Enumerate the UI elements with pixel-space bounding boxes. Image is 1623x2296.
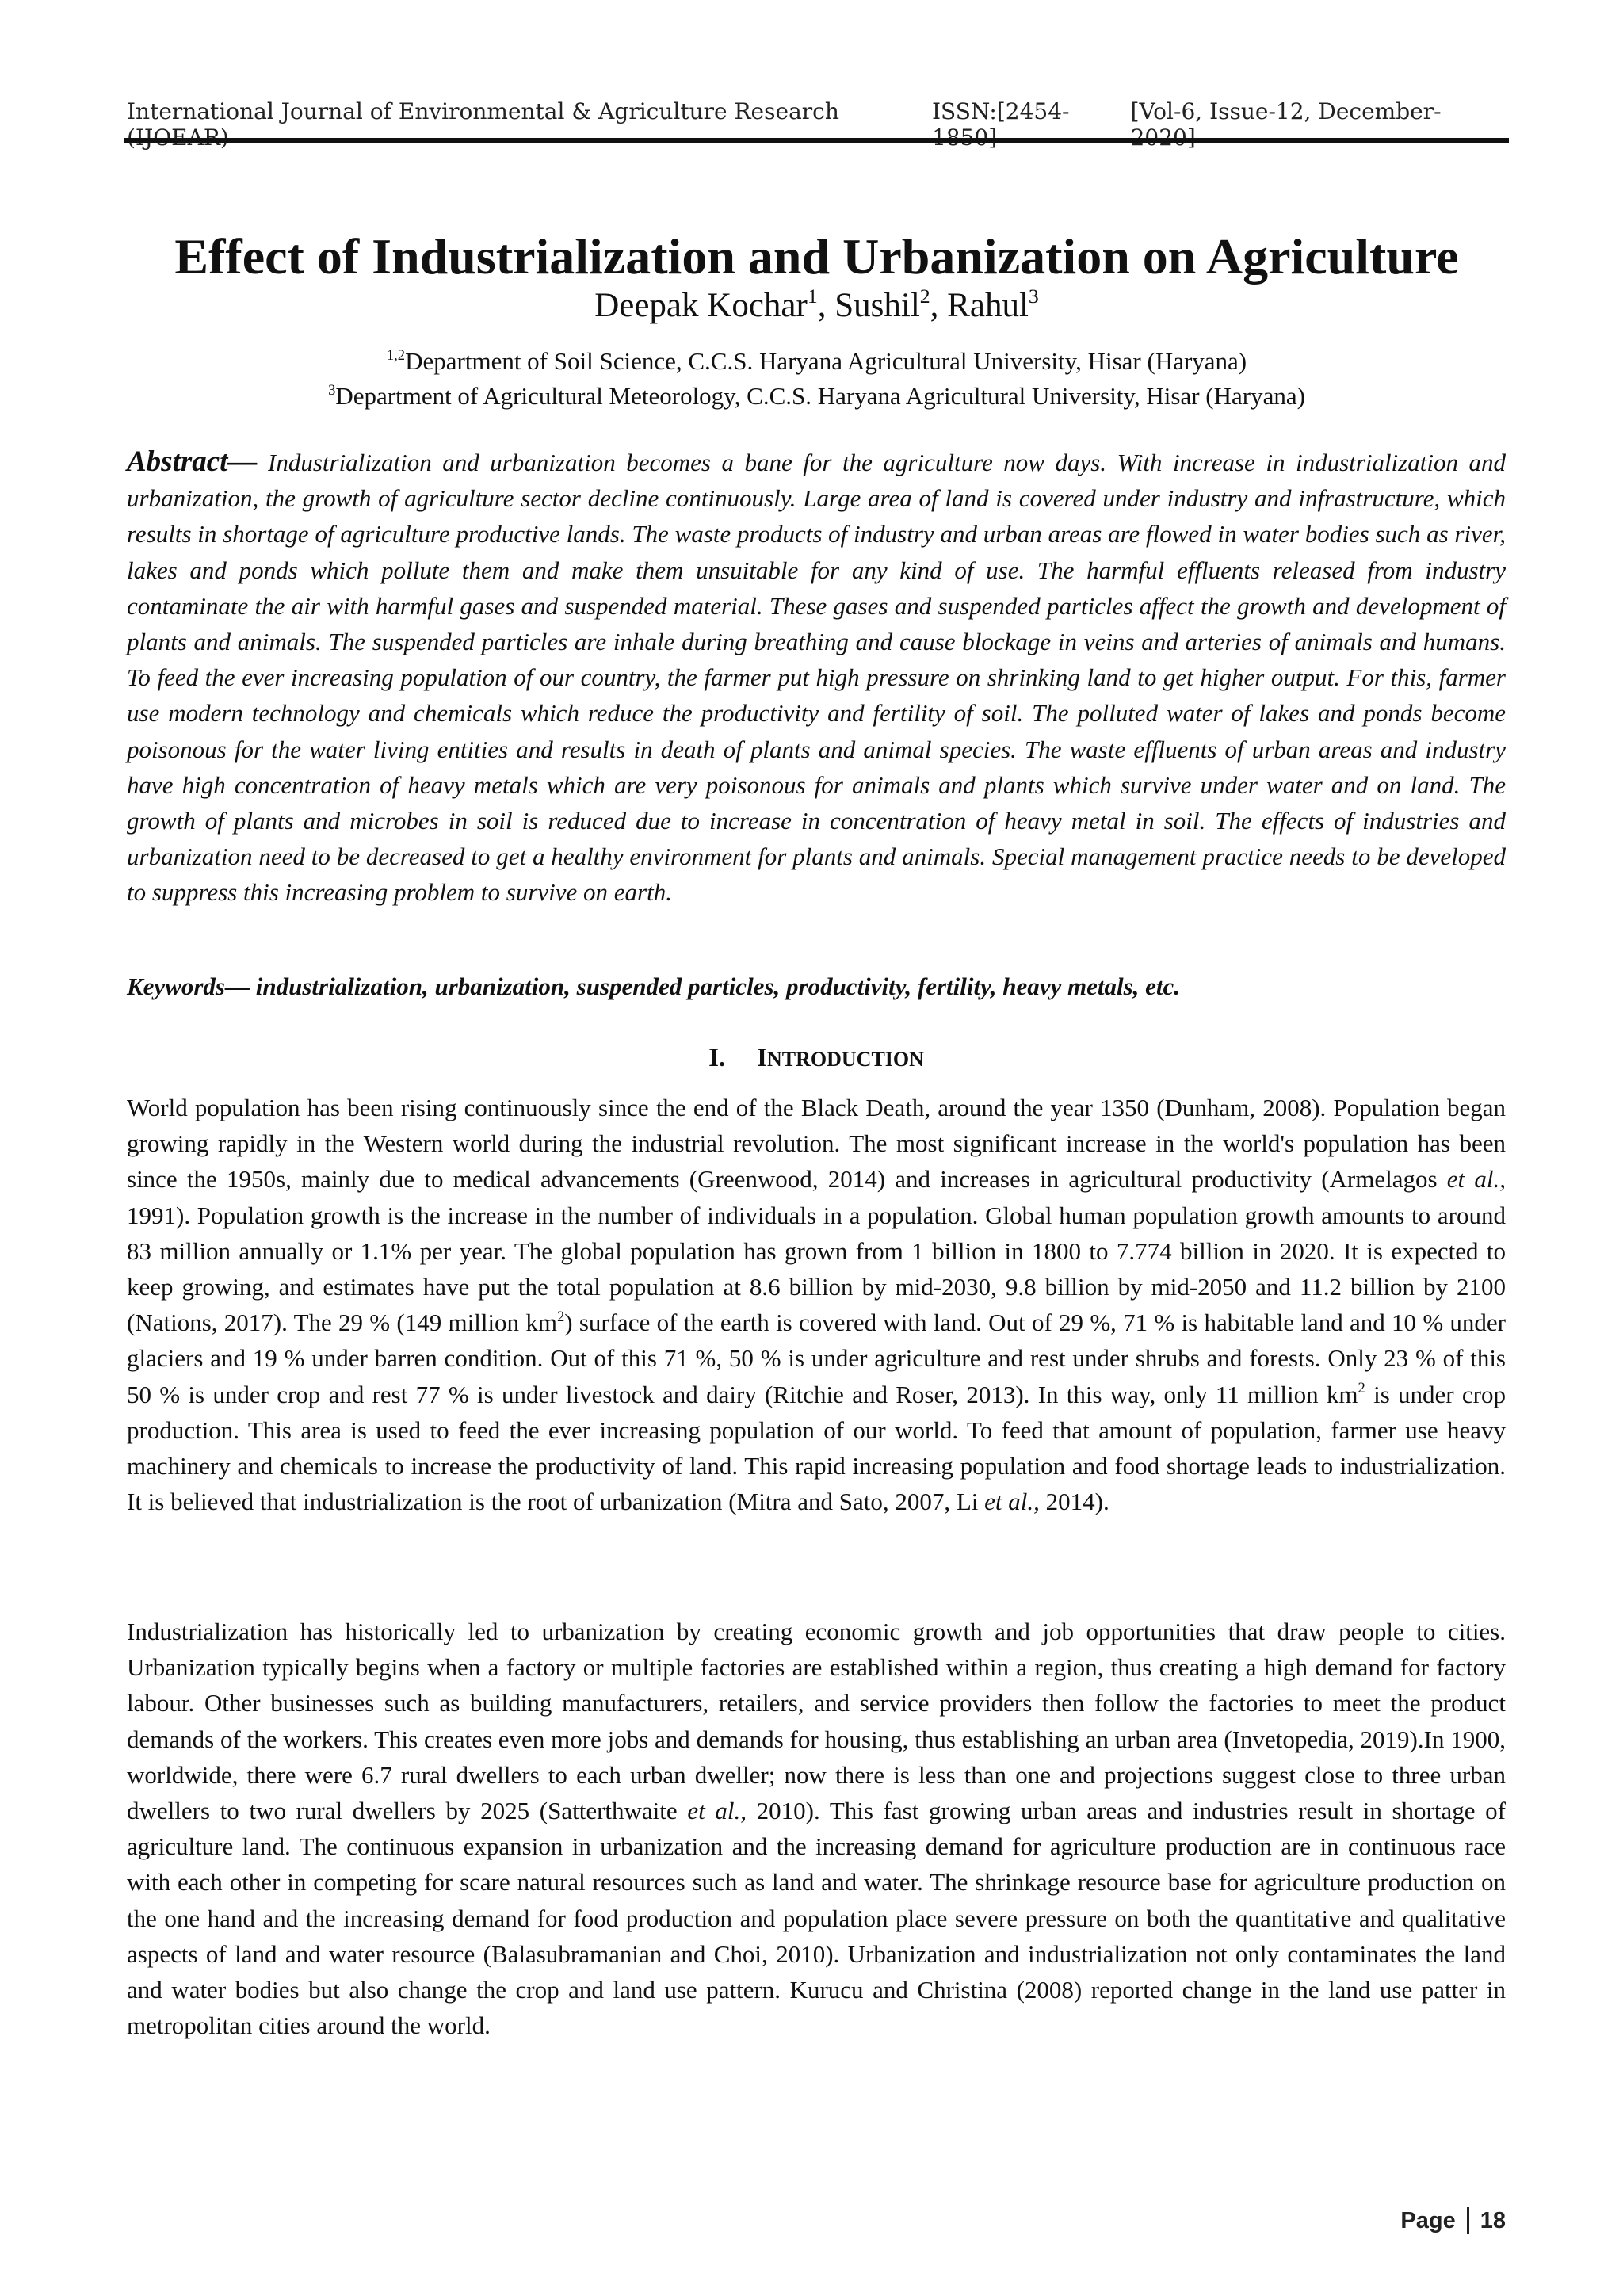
citation-etal: et al., <box>984 1488 1040 1516</box>
header-rule <box>124 138 1509 143</box>
issn: ISSN:[2454- <box>931 98 1070 124</box>
paragraph-text: ) surface of the earth is covered with land. Out of 29 %, 71 % is habitable land and 10 % under glaciers and 19 % under barren condition. Out of this 71 %, 50 % is under agriculture and rest under shrubs and forests. Only 23 % of this 50 % is under crop and rest 77 % is under livestock and dairy (Ritchie and Roser, 2013). In this way, only 11 million km <box>127 1308 1506 1408</box>
page-footer <box>1400 2207 1506 2234</box>
author-affiliation-mark: 2 <box>919 285 930 308</box>
affiliation-mark: 3 <box>328 381 336 399</box>
volume-issue: [Vol-6, Issue-12, December- <box>1130 98 1442 124</box>
paragraph-text: is under crop production. This area is used to feed the ever increasing population of our world. To feed that amount of population, farmer use heavy machinery and chemicals to increase the productivity of land. This rapid increasing population and food shortage leads to industrialization. It is believed that industrialization is the root of urbanization (Mitra and Sato, 2007, Li <box>127 1380 1506 1516</box>
author-list <box>124 285 1509 327</box>
keywords: Keywords— industrialization, urbanization, suspended particles, productivity, fertility, heavy metals, etc. <box>127 972 1181 1000</box>
paragraph-text: Industrialization has historically led to urbanization by creating economic growth and job opportunities that draw people to cities. Urbanization typically begins when a factory or multiple factories are established within a region, thus creating a high demand for factory labour. Other businesses such as building manufacturers, retailers, and service providers then follow the factories to meet the product demands of the workers. This creates even more jobs and demands for housing, thus establishing an urban area (Invetopedia, 2019).In 1900, worldwide, there were 6.7 rural dwellers to each urban dweller; now there is less than one and projections suggest close to three urban dwellers to two rural dwellers by 2025 (Satterthwaite <box>127 1618 1506 1825</box>
abstract-label: Abstract— <box>127 445 258 478</box>
section-number: I. <box>708 1044 726 1072</box>
section-title-rest: NTRODUCTION <box>767 1048 924 1071</box>
section-title-initial: I <box>757 1044 767 1072</box>
citation-etal: et al., <box>1446 1165 1506 1194</box>
author-name: Sushil <box>834 287 920 324</box>
journal-name: International Journal of Environmental & Agriculture Research <box>127 98 839 124</box>
affiliation-text: Department of Soil Science, C.C.S. Haryana Agricultural University, Hisar (Haryana) <box>405 347 1247 375</box>
author-separator: , <box>930 287 948 324</box>
affiliation-text: Department of Agricultural Meteorology, C.C.S. Haryana Agricultural University, Hisar (Haryana) <box>335 382 1305 410</box>
paragraph-text: 2014). <box>1039 1488 1109 1516</box>
author-affiliation-mark: 3 <box>1028 285 1039 308</box>
abstract <box>127 444 1506 911</box>
author-affiliation-mark: 1 <box>807 285 818 308</box>
citation-etal: et al., <box>687 1797 747 1825</box>
paragraph-text: World population has been rising continuously since the end of the Black Death, around the year 1350 (Dunham, 2008). Population began growing rapidly in the Western world during the industrial revolution. The most significant increase in the world's population has been since the 1950s, mainly due to medical advancements (Greenwood, 2014) and increases in agricultural productivity (Armelagos <box>127 1094 1506 1194</box>
author-name: Rahul <box>947 287 1029 324</box>
paper-title: Effect of Industrialization and Urbanization on Agriculture <box>174 228 1459 285</box>
running-header <box>127 98 1506 151</box>
affiliation-mark: 1,2 <box>386 346 406 364</box>
footer-divider <box>1467 2207 1469 2234</box>
author-separator: , <box>817 287 835 324</box>
affiliation <box>124 346 1509 377</box>
section-heading <box>127 1042 1506 1075</box>
page-number: 18 <box>1480 2207 1506 2233</box>
body-paragraph <box>127 1614 1506 2043</box>
body-paragraph <box>127 1090 1506 1519</box>
abstract-text: Industrialization and urbanization becomes a bane for the agriculture now days. With increase in industrialization and urbanization, the growth of agriculture sector decline continuously. Large area of land is covered under industry and infrastructure, which results in shortage of agriculture productive lands. The waste products of industry and urban areas are flowed in water bodies such as river, lakes and ponds which pollute them and make them unsuitable for any kind of use. The harmful effluents released from industry contaminate the air with harmful gases and suspended material. These gases and suspended particles affect the growth and development of plants and animals. The suspended particles are inhale during breathing and cause blockage in veins and arteries of animals and humans. To feed the ever increasing population of our country, the farmer put high pressure on shrinking land to get higher output. For this, farmer use modern technology and chemicals which reduce the productivity and fertility of soil. The polluted water of lakes and ponds become poisonous for the water living entities and results in death of plants and animal species. The waste effluents of urban areas and industry have high concentration of heavy metals which are very poisonous for animals and plants which survive under water and on land. The growth of plants and microbes in soil is reduced due to increase in concentration of heavy metal in soil. The effects of industries and urbanization need to be decreased to get a healthy environment for plants and animals. Special management practice needs to be developed to suppress this increasing problem to survive on earth. <box>127 449 1506 907</box>
paragraph-text: 2010). This fast growing urban areas and industries result in shortage of agriculture land. The continuous expansion in urbanization and the increasing demand for agriculture production are in continuous race with each other in competing for scare natural resources such as land and water. The shrinkage resource base for agriculture production on the one hand and the increasing demand for food production and population place severe pressure on both the quantitative and qualitative aspects of land and water resource (Balasubramanian and Choi, 2010). Urbanization and industrialization not only contaminates the land and water bodies but also change the crop and land use pattern. Kurucu and Christina (2008) reported change in the land use patter in metropolitan cities around the world. <box>127 1797 1506 2040</box>
superscript: 2 <box>1358 1380 1365 1397</box>
superscript: 2 <box>556 1308 565 1325</box>
author-name: Deepak Kochar <box>594 287 808 324</box>
affiliation <box>124 380 1509 412</box>
page-label: Page <box>1400 2207 1456 2233</box>
paragraph-text: 1991). Population growth is the increase in the number of individuals in a population. Global human population growth amounts to around 83 million annually or 1.1% per year. The global population has grown from 1 billion in 1800 to 7.774 billion in 2020. It is expected to keep growing, and estimates have put the total population at 8.6 billion by mid-2030, 9.8 billion by mid-2050 and 11.2 billion by 2100 (Nations, 2017). The 29 % (149 million km <box>127 1201 1506 1337</box>
